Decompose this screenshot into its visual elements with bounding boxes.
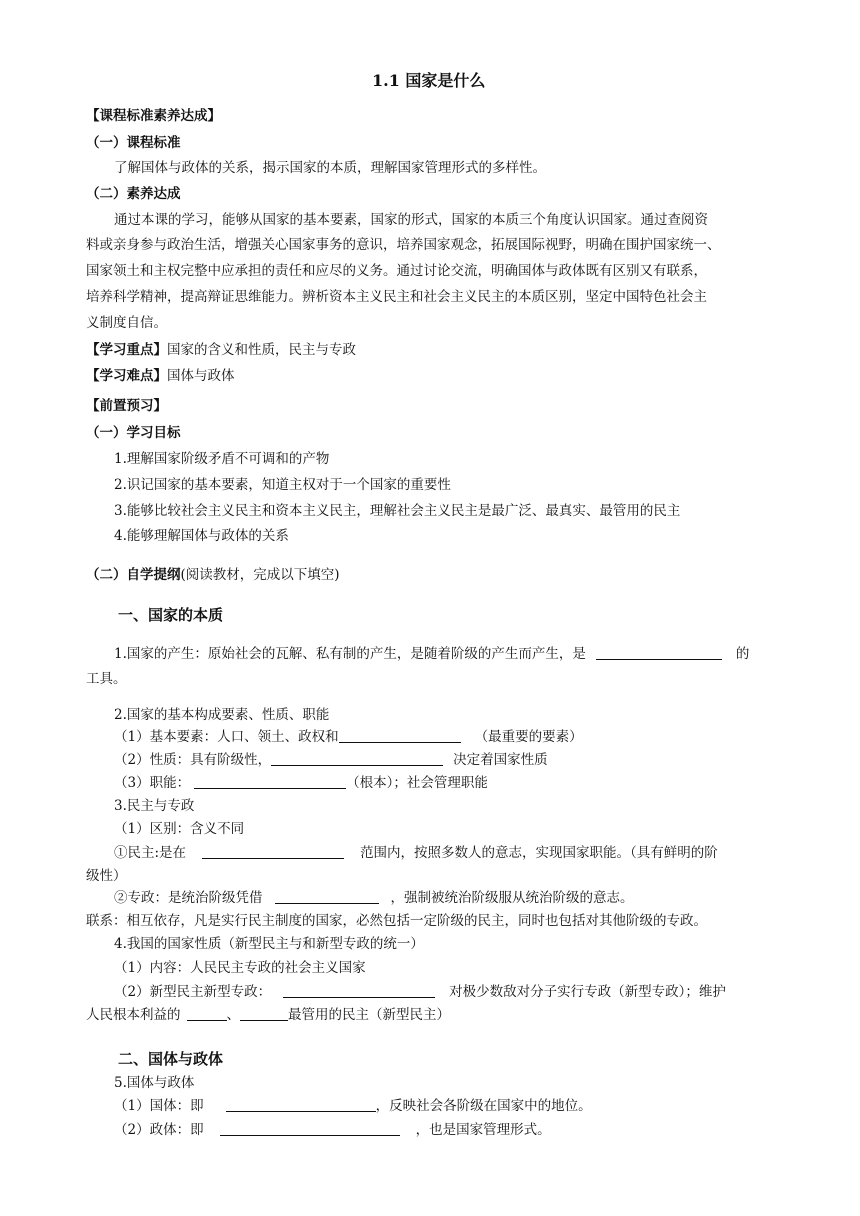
goal-item: 1.理解国家阶级矛盾不可调和的产物 — [114, 451, 330, 467]
q2-title: 2.国家的基本构成要素、性质、职能 — [114, 707, 330, 723]
q4-2-after: 对极少数敌对分子实行专政（新型专政）；维护 — [449, 984, 726, 1000]
q2-3-text: （3）职能： — [114, 775, 191, 791]
q1-line — [114, 645, 749, 663]
literacy-label: （二）素养达成 — [86, 186, 181, 202]
literacy-line: 国家领土和主权完整中应承担的责任和应尽的义务。通过讨论交流，明确国体与政体既有区别又有联系， — [86, 263, 707, 279]
page-title: 1.1 国家是什么 — [372, 71, 486, 90]
literacy-line: 培养科学精神，提高辩证思维能力。辨析资本主义民主和社会主义民主的本质区别，坚定中国特色社会主 — [86, 289, 707, 305]
q2-2-after: 决定着国家性质 — [453, 752, 548, 768]
q3-democracy-after: 范围内，按照多数人的意志，实现国家职能。（具有鲜明的阶 — [360, 845, 718, 861]
q4-2-cont-a: 人民根本利益的 — [86, 1007, 181, 1023]
focus-text: 国家的含义和性质，民主与专政 — [167, 342, 356, 358]
outline-note: (阅读教材，完成以下填空) — [180, 567, 340, 583]
literacy-line: 料或亲身参与政治生活，增强关心国家事务的意识，培养国家观念，拓展国际视野，明确在围护国家统一、 — [86, 237, 721, 253]
q2-1-line — [114, 728, 583, 746]
q3-democracy-cont: 级性） — [86, 868, 127, 884]
q2-1-text: （1）基本要素：人口、领土、政权和 — [114, 729, 339, 745]
q2-3-line — [114, 774, 488, 792]
q2-2-line — [114, 751, 548, 769]
q1-blank[interactable] — [596, 645, 722, 660]
focus-line — [86, 341, 356, 359]
q3-1: （1）区别：含义不同 — [114, 821, 245, 837]
q3-dictatorship-text: ②专政：是统治阶级凭借 — [114, 890, 263, 906]
course-standard-text: 了解国体与政体的关系，揭示国家的本质，理解国家管理形式的多样性。 — [114, 160, 546, 176]
course-standard-label: （一）课程标准 — [86, 135, 181, 151]
q2-2-blank[interactable] — [271, 751, 443, 766]
outline-line — [86, 566, 340, 584]
q4-2-blank[interactable] — [283, 983, 435, 998]
q3-link: 联系：相互依存，凡是实行民主制度的国家，必然包括一定阶级的民主，同时也包括对其他阶级的专政。 — [86, 913, 707, 929]
goals-label: （一）学习目标 — [86, 425, 181, 441]
focus-label: 【学习重点】 — [86, 342, 167, 358]
section-standards-heading: 【课程标准素养达成】 — [86, 108, 221, 124]
q4-title: 4.我国的国家性质（新型民主与和新型专政的统一） — [114, 936, 424, 952]
q3-dictatorship-blank[interactable] — [275, 889, 379, 904]
part2-heading: 二、国体与政体 — [118, 1050, 224, 1068]
q5-1-blank[interactable] — [226, 1097, 376, 1112]
q3-democracy-line — [114, 844, 718, 862]
q4-1: （1）内容：人民民主专政的社会主义国家 — [114, 960, 366, 976]
goal-item: 2.识记国家的基本要素，知道主权对于一个国家的重要性 — [114, 477, 451, 493]
q5-2-line — [114, 1121, 551, 1139]
q1-after: 的 — [735, 646, 750, 662]
q5-2-text: （2）政体：即 — [114, 1122, 204, 1138]
q4-2-cont — [86, 1006, 450, 1024]
q5-2-after: ，也是国家管理形式。 — [415, 1122, 551, 1138]
q5-title: 5.国体与政体 — [114, 1075, 195, 1091]
part1-heading: 一、国家的本质 — [118, 606, 224, 624]
goal-item: 4.能够理解国体与政体的关系 — [114, 528, 289, 544]
q4-2-sep: 、 — [226, 1007, 240, 1023]
literacy-line: 通过本课的学习，能够从国家的基本要素，国家的形式，国家的本质三个角度认识国家。通过查阅资 — [114, 212, 708, 228]
q5-2-blank[interactable] — [220, 1121, 400, 1136]
q5-1-text: （1）国体：即 — [114, 1098, 204, 1114]
q2-1-blank[interactable] — [339, 728, 461, 743]
q2-2-text: （2）性质：具有阶级性， — [114, 752, 272, 768]
q2-3-blank[interactable] — [194, 774, 346, 789]
q2-1-after: （最重要的要素） — [474, 729, 583, 745]
literacy-line: 义制度自信。 — [86, 315, 167, 331]
difficulty-label: 【学习难点】 — [86, 368, 167, 384]
q4-2-blank-a[interactable] — [187, 1006, 227, 1021]
outline-label: （二）自学提纲 — [86, 567, 181, 583]
q3-democracy-text: ①民主:是在 — [114, 845, 187, 861]
q4-2-blank-b[interactable] — [240, 1006, 288, 1021]
q4-2-cont-b: 最管用的民主（新型民主） — [288, 1007, 450, 1023]
q4-2-text: （2）新型民主新型专政： — [114, 984, 272, 1000]
q1-text: 1.国家的产生：原始社会的瓦解、私有制的产生，是随着阶级的产生而产生，是 — [114, 646, 586, 662]
q3-dictatorship-after: ，强制被统治阶级服从统治阶级的意志。 — [390, 890, 634, 906]
q3-title: 3.民主与专政 — [114, 798, 195, 814]
q2-3-after: （根本）；社会管理职能 — [346, 775, 488, 791]
q5-1-line — [114, 1097, 592, 1115]
q3-democracy-blank[interactable] — [202, 844, 344, 859]
preview-heading: 【前置预习】 — [86, 398, 167, 414]
q5-1-after: ，反映社会各阶级在国家中的地位。 — [375, 1098, 592, 1114]
q1-cont: 工具。 — [86, 671, 127, 687]
difficulty-text: 国体与政体 — [167, 368, 235, 384]
difficulty-line — [86, 367, 235, 385]
goal-item: 3.能够比较社会主义民主和资本主义民主，理解社会主义民主是最广泛、最真实、最管用的民主 — [114, 503, 681, 519]
q3-dictatorship-line — [114, 889, 634, 907]
q4-2-line — [114, 983, 726, 1001]
